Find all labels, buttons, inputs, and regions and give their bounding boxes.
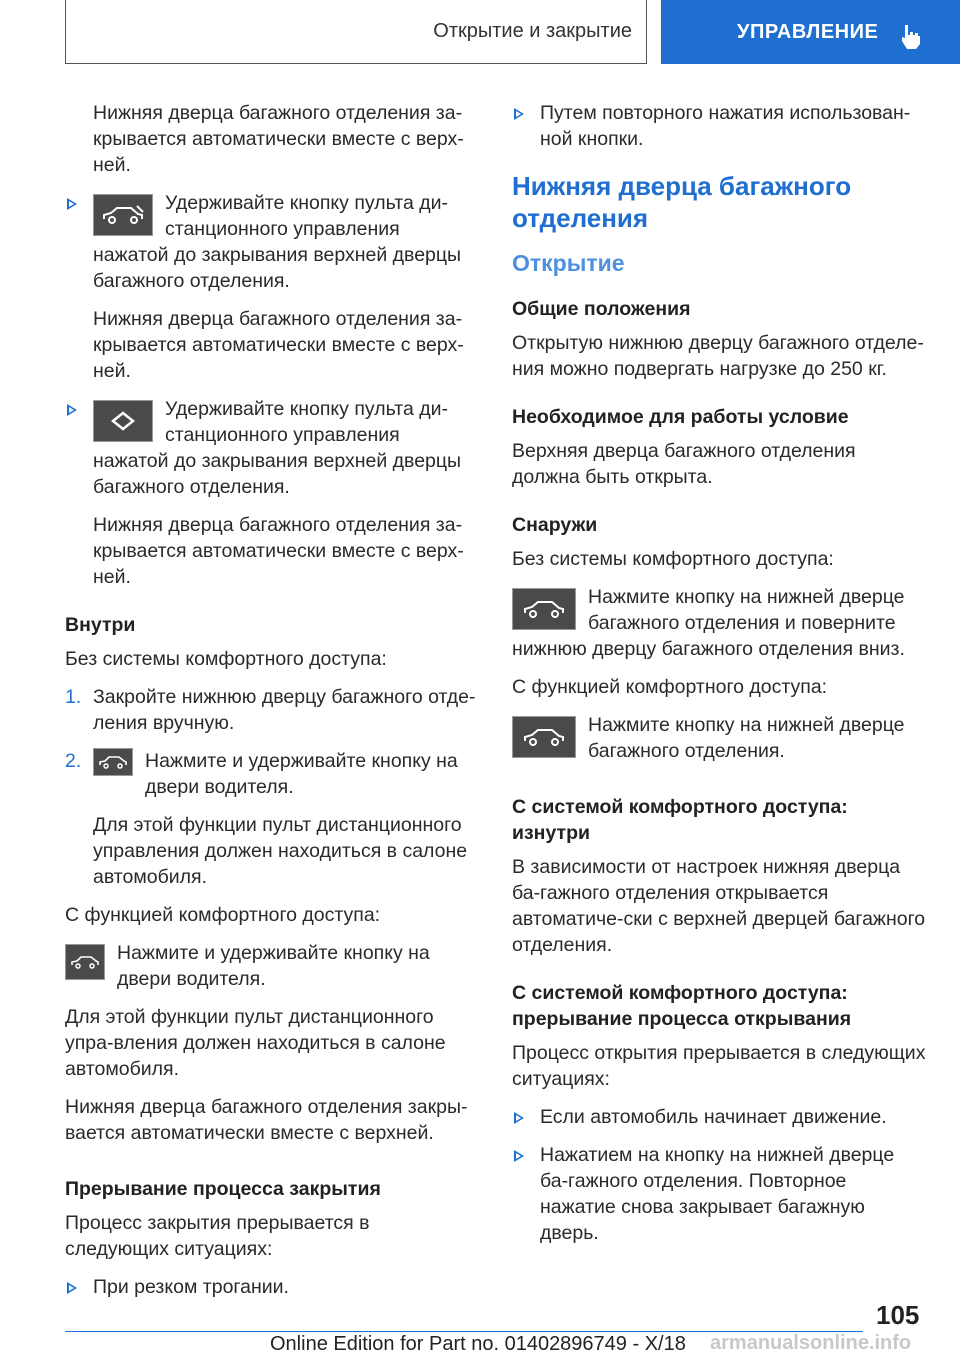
- list-item-text: Нажмите и удерживайте кнопку на двери водителя.: [145, 750, 458, 798]
- instruction-text: Нажмите кнопку на нижней дверце багажного отделения и поверните нижнюю дверцу багажного отделения вниз.: [512, 586, 905, 660]
- subchapter-heading: Открытие: [512, 250, 625, 276]
- bullet-triangle-icon: [514, 108, 524, 120]
- header-chapter-tab: [661, 0, 960, 64]
- bullet-triangle-icon: [67, 1282, 77, 1294]
- bullet-triangle-icon: [514, 1150, 524, 1162]
- right-column: [512, 100, 927, 1258]
- section-heading: Необходимое для работы условие: [512, 406, 849, 428]
- instruction-text: Нажмите кнопку на нижней дверце багажного отделения.: [588, 714, 905, 762]
- footer-edition: Online Edition for Part no. 01402896749 - X/18: [270, 1333, 686, 1355]
- instruction-block: [512, 584, 927, 662]
- paragraph: Нижняя дверца багажного отделения за-крывается автоматически вместе с верх-ней.: [93, 308, 464, 382]
- instruction-text: Нажмите и удерживайте кнопку на двери водителя.: [117, 942, 430, 990]
- paragraph: Для этой функции пульт дистанционного упра-вления должен находиться в салоне автомобиля.: [65, 1006, 446, 1080]
- paragraph: Открытую нижнюю дверцу багажного отделе-ния можно подвергать нагрузке до 250 кг.: [512, 332, 924, 380]
- list-item: [65, 748, 477, 800]
- bullet-triangle-icon: [67, 198, 77, 210]
- car-door-icon: [93, 748, 133, 776]
- paragraph: Без системы комфортного доступа:: [512, 548, 834, 570]
- paragraph: Нижняя дверца багажного отделения закры-вается автоматически вместе с верхней.: [65, 1096, 468, 1144]
- section-heading: Снаружи: [512, 514, 598, 536]
- paragraph: Для этой функции пульт дистанционного управления должен находиться в салоне автомобиля.: [93, 814, 468, 888]
- diamond-button-icon: [93, 400, 153, 442]
- car-door-icon: [65, 944, 105, 980]
- list-item: [65, 396, 477, 500]
- list-item: [512, 100, 927, 152]
- list-item-text: Закройте нижнюю дверцу багажного отде-ления вручную.: [93, 686, 476, 734]
- list-item: [65, 684, 477, 736]
- list-item-text: Путем повторного нажатия использован-ной кнопки.: [540, 102, 911, 150]
- left-column: [65, 100, 477, 1312]
- list-item-text: Нажатием на кнопку на нижней дверце ба-гажного отделения. Повторное нажатие снова закрывает багажную дверь.: [540, 1144, 895, 1244]
- list-item-text: При резком трогании.: [93, 1276, 289, 1298]
- paragraph: Без системы комфортного доступа:: [65, 648, 387, 670]
- section-heading: Внутри: [65, 614, 136, 636]
- section-heading: Общие положения: [512, 298, 691, 320]
- paragraph: С функцией комфортного доступа:: [65, 904, 381, 926]
- list-item-text: Если автомобиль начинает движение.: [540, 1106, 887, 1128]
- step-number: 1.: [65, 686, 82, 708]
- tailgate-car-icon: [93, 194, 153, 236]
- watermark: armanualsonline.info: [710, 1332, 912, 1354]
- section-heading: Прерывание процесса закрытия: [65, 1178, 381, 1200]
- instruction-block: [512, 712, 927, 764]
- list-item-text: Удерживайте кнопку пульта ди-станционного управления нажатой до закрывания верхней дверцы багажного отделения.: [93, 192, 462, 292]
- paragraph: Нижняя дверца багажного отделения за-крывается автоматически вместе с верх-ней.: [93, 514, 464, 588]
- header-section-title: Открытие и закрытие: [433, 20, 632, 42]
- paragraph: С функцией комфортного доступа:: [512, 676, 828, 698]
- bullet-triangle-icon: [67, 404, 77, 416]
- paragraph: Верхняя дверца багажного отделения должна быть открыта.: [512, 440, 856, 488]
- header-chapter-title: УПРАВЛЕНИЕ: [737, 20, 879, 43]
- paragraph: Процесс открытия прерывается в следующих ситуациях:: [512, 1042, 926, 1090]
- paragraph: Нижняя дверца багажного отделения за-крывается автоматически вместе с верх-ней.: [93, 102, 464, 176]
- tailgate-car-icon: [512, 588, 576, 630]
- step-number: 2.: [65, 750, 82, 772]
- list-item: [65, 1274, 477, 1300]
- section-heading: С системой комфортного доступа: изнутри: [512, 796, 848, 844]
- bullet-triangle-icon: [514, 1112, 524, 1124]
- header-section-tab: [65, 0, 647, 64]
- paragraph: В зависимости от настроек нижняя дверца ба-гажного отделения открывается автоматиче-ски с верхней дверцей багажного отделения.: [512, 856, 926, 956]
- tailgate-car-icon: [512, 716, 576, 758]
- list-item: [65, 190, 477, 294]
- section-heading: С системой комфортного доступа: прерывание процесса открывания: [512, 982, 852, 1030]
- paragraph: Процесс закрытия прерывается в следующих ситуациях:: [65, 1212, 370, 1260]
- pointing-hand-icon: [899, 24, 923, 50]
- list-item: [512, 1142, 927, 1246]
- list-item-text: Удерживайте кнопку пульта ди-станционного управления нажатой до закрывания верхней дверцы багажного отделения.: [93, 398, 462, 498]
- page-number: 105: [876, 1300, 920, 1330]
- instruction-block: [65, 940, 477, 992]
- list-item: [512, 1104, 927, 1130]
- chapter-heading: Нижняя дверца багажного отделения: [512, 171, 852, 233]
